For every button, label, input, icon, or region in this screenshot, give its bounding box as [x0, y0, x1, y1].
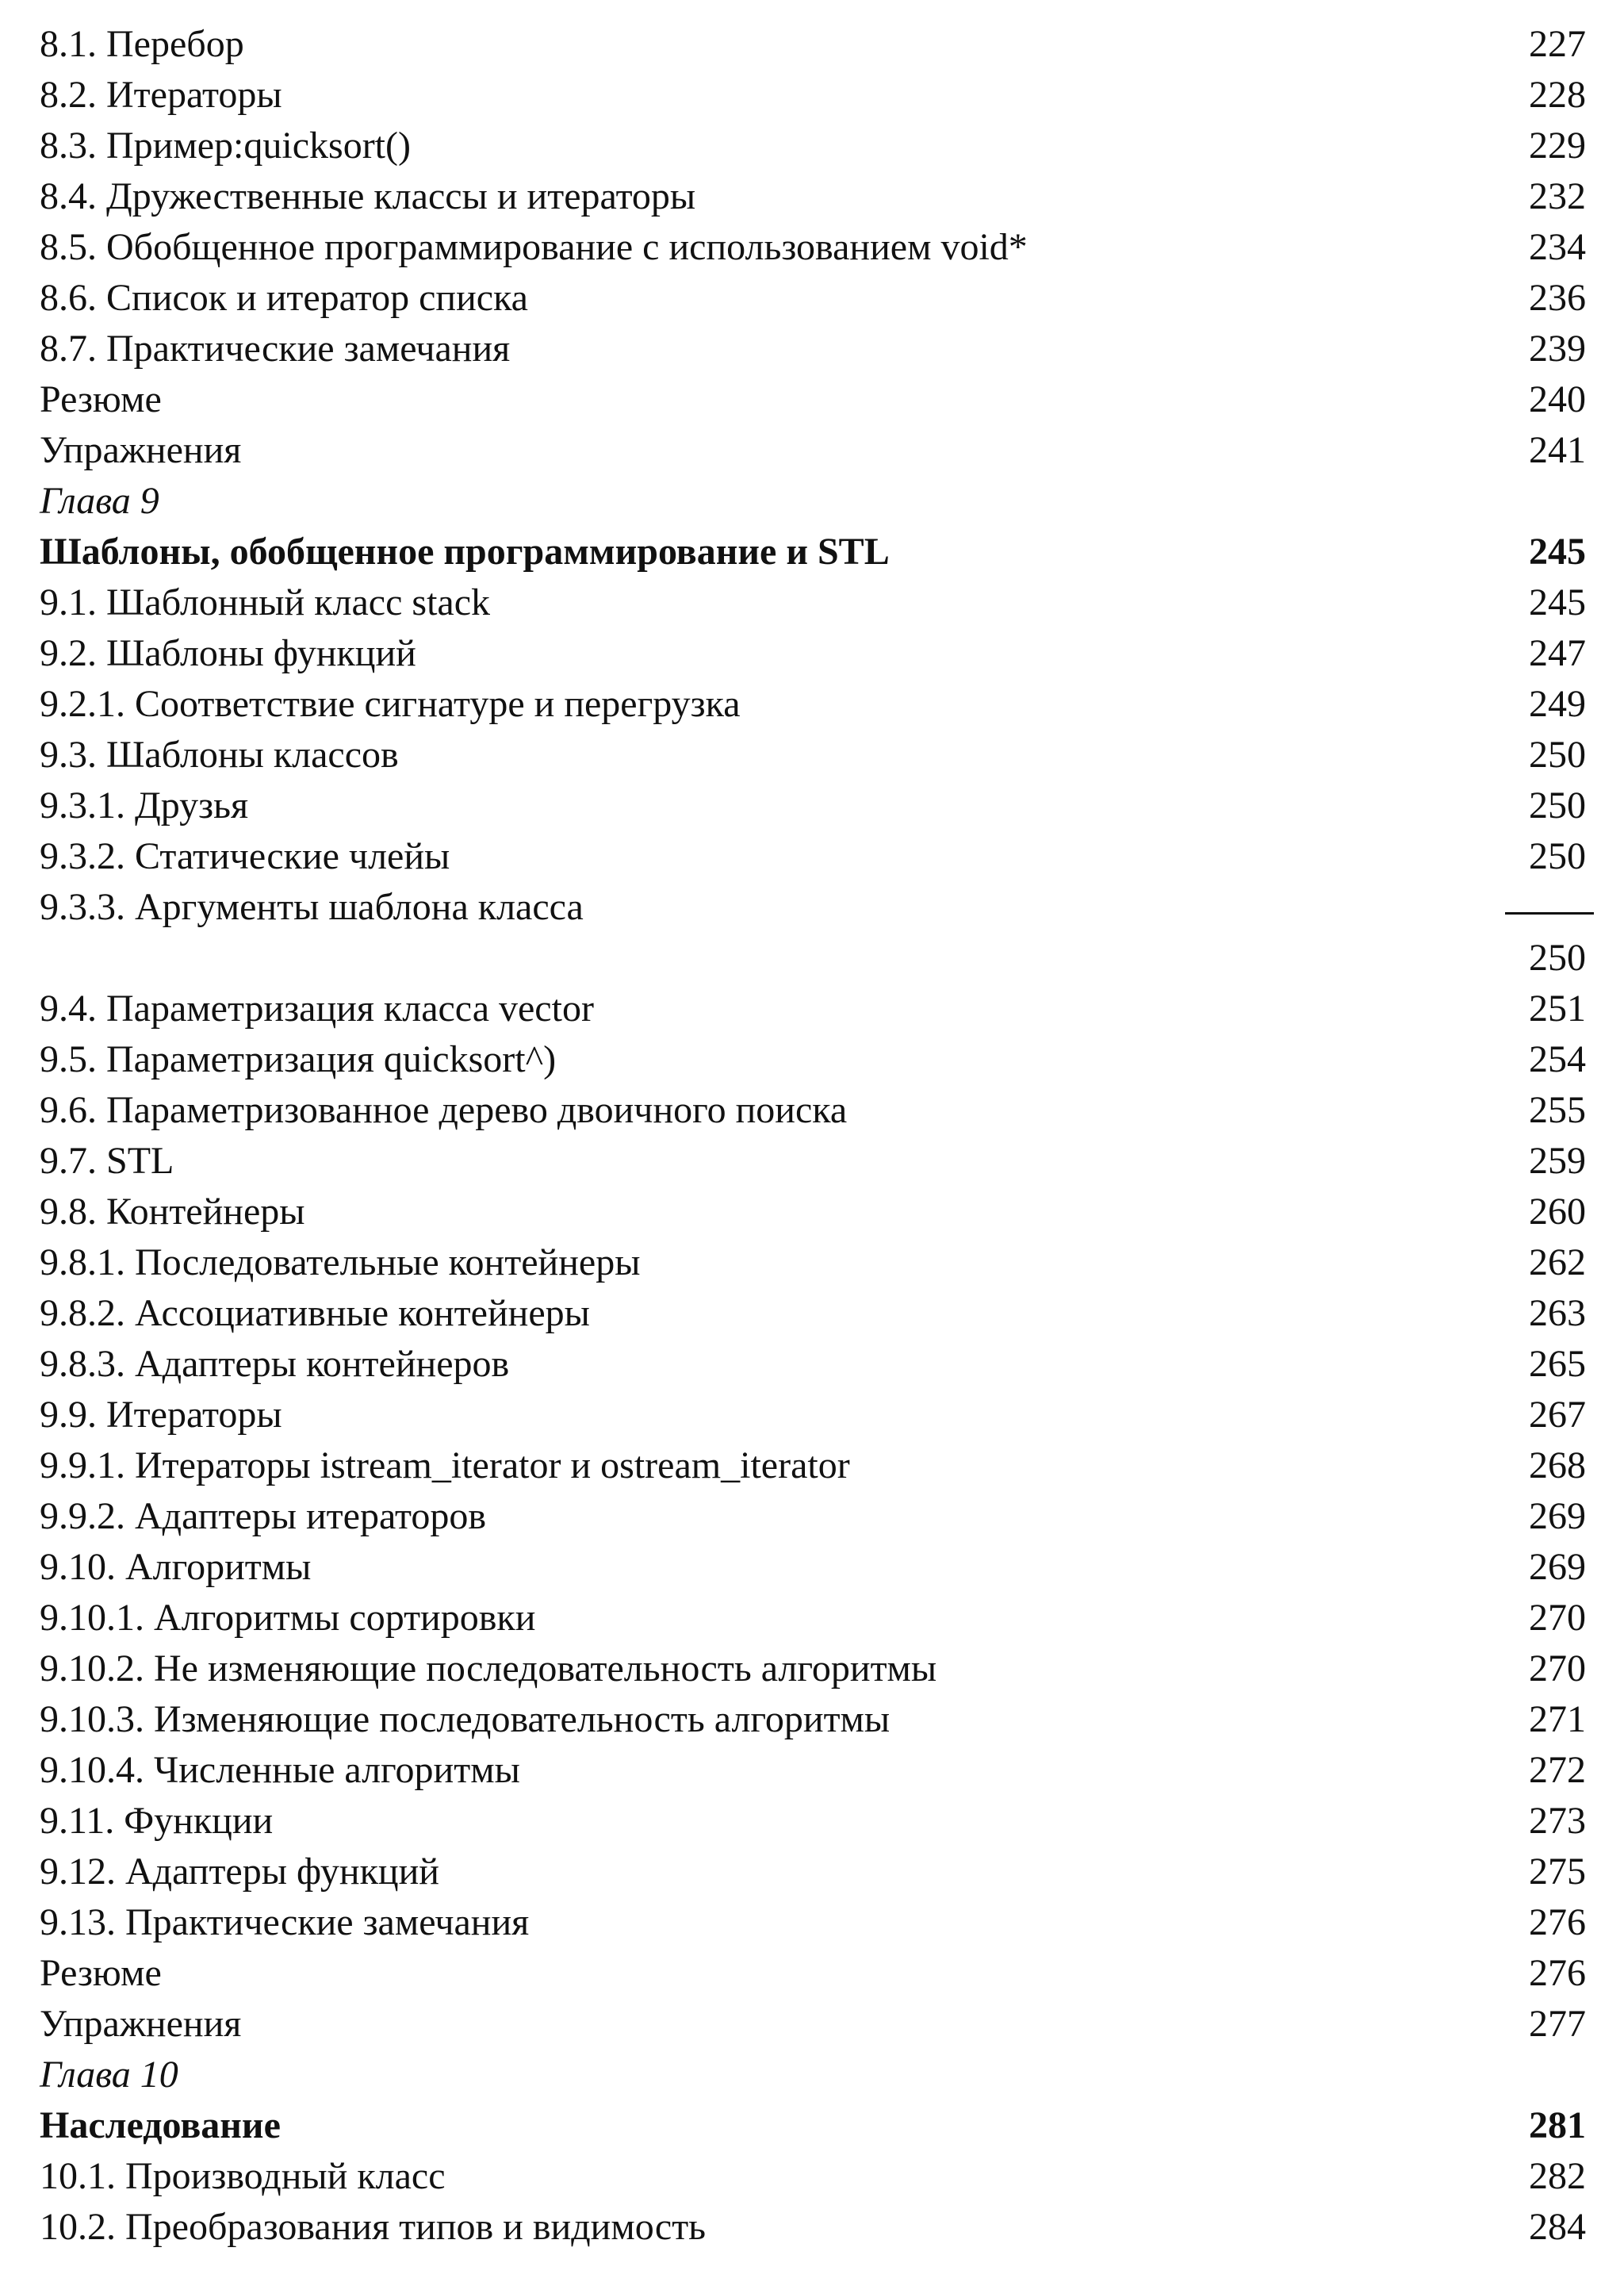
toc-entry-title: 9.6. Параметризованное дерево двоичного поиска — [40, 1089, 848, 1131]
toc-entry — [40, 1999, 1586, 2050]
toc-entry-page-number: 270 — [1529, 1647, 1586, 1689]
toc-entry — [40, 1390, 1586, 1440]
toc-entry — [40, 933, 1586, 984]
toc-entry-page-number: 262 — [1529, 1241, 1586, 1283]
toc-entry-title: 9.3.1. Друзья — [40, 784, 249, 827]
toc-entry-page-number: 228 — [1529, 74, 1586, 116]
toc-entry-title: 9.9.2. Адаптеры итераторов — [40, 1495, 487, 1537]
toc-entry — [40, 1847, 1586, 1897]
toc-entry-page-number: 282 — [1529, 2155, 1586, 2197]
toc-entry — [40, 1694, 1586, 1745]
toc-entry — [40, 121, 1586, 171]
toc-entry — [40, 1948, 1586, 1999]
toc-entry — [40, 1491, 1586, 1542]
toc-entry-page-number: 268 — [1529, 1444, 1586, 1486]
toc-entry-title: Упражнения — [40, 429, 242, 471]
toc-entry-title: 9.5. Параметризация quicksort^) — [40, 1038, 557, 1080]
toc-entry-title: 9.9.1. Итераторы istream_iterator и ostream_iterator — [40, 1444, 850, 1486]
chapter-label — [40, 476, 1586, 527]
toc-entry-page-number: 267 — [1529, 1394, 1586, 1436]
toc-entry-page-number: 270 — [1529, 1597, 1586, 1639]
toc-entry-title: 9.3.2. Статические члейы — [40, 835, 450, 877]
toc-entry-page-number: 234 — [1529, 226, 1586, 268]
toc-entry — [40, 1643, 1586, 1694]
toc-entry-title: 9.1. Шаблонный класс stack — [40, 581, 491, 623]
toc-entry-page-number: 249 — [1529, 683, 1586, 725]
toc-entry — [40, 324, 1586, 374]
toc-entry — [40, 1339, 1586, 1390]
toc-entry — [40, 1288, 1586, 1339]
toc-entry-page-number: 232 — [1529, 175, 1586, 217]
toc-entry-title: 8.7. Практические замечания — [40, 328, 511, 370]
toc-entry — [40, 171, 1586, 222]
toc-entry-title: 8.4. Дружественные классы и итераторы — [40, 175, 696, 217]
toc-entry — [40, 2202, 1586, 2253]
toc-entry-page-number: 269 — [1529, 1546, 1586, 1588]
toc-entry — [40, 780, 1586, 831]
chapter-title — [40, 527, 1586, 577]
toc-entry-title: 9.11. Функции — [40, 1800, 274, 1842]
toc-entry — [40, 1897, 1586, 1948]
toc-entry-title: 8.2. Итераторы — [40, 74, 282, 116]
toc-entry-page-number: 229 — [1529, 125, 1586, 167]
toc-entry-title: 9.13. Практические замечания — [40, 1901, 530, 1943]
toc-entry-title: 9.7. STL — [40, 1140, 174, 1182]
toc-entry — [40, 1796, 1586, 1847]
toc-entry — [40, 19, 1586, 70]
toc-entry-title: 8.1. Перебор — [40, 23, 244, 65]
toc-entry-title: 9.3.3. Аргументы шаблона класса — [40, 886, 584, 928]
toc-entry-page-number: 271 — [1529, 1698, 1586, 1740]
toc-entry — [40, 374, 1586, 425]
toc-entry-title: Резюме — [40, 378, 162, 420]
toc-entry — [40, 577, 1586, 628]
toc-entry-title: Наследование — [40, 2104, 281, 2146]
toc-entry-page-number: 284 — [1529, 2206, 1586, 2248]
toc-entry-title: 10.1. Производный класс — [40, 2155, 446, 2197]
toc-entry-page-number: 250 — [1529, 734, 1586, 776]
toc-entry — [40, 831, 1586, 882]
toc-entry-title: Шаблоны, обобщенное программирование и STL — [40, 531, 890, 573]
toc-entry-title: Глава 10 — [40, 2054, 178, 2096]
toc-entry-page-number: 263 — [1529, 1292, 1586, 1334]
toc-entry-page-number: 227 — [1529, 23, 1586, 65]
toc-entry-title: 8.6. Список и итератор списка — [40, 277, 528, 319]
toc-entry-page-number: 236 — [1529, 277, 1586, 319]
toc-entry-page-number: 245 — [1529, 531, 1586, 573]
toc-entry — [40, 1034, 1586, 1085]
toc-entry-title: 9.10.1. Алгоритмы сортировки — [40, 1597, 536, 1639]
toc-entry-title: 9.2.1. Соответствие сигнатуре и перегрузка — [40, 683, 741, 725]
toc-entry-title: 9.3. Шаблоны классов — [40, 734, 399, 776]
toc-entry-page-number: 281 — [1529, 2104, 1586, 2146]
toc-entry — [40, 984, 1586, 1034]
toc-entry — [40, 1237, 1586, 1288]
toc-entry-page-number: 269 — [1529, 1495, 1586, 1537]
toc-entry-page-number: 273 — [1529, 1800, 1586, 1842]
toc-entry-page-number: 254 — [1529, 1038, 1586, 1080]
toc-entry-page-number: 251 — [1529, 988, 1586, 1030]
toc-entry-title: 9.8.3. Адаптеры контейнеров — [40, 1343, 510, 1385]
toc-entry-page-number: 250 — [1529, 835, 1586, 877]
toc-entry-title: 9.4. Параметризация класса vector — [40, 988, 594, 1030]
toc-entry-title: 9.10.4. Численные алгоритмы — [40, 1749, 520, 1791]
toc-entry-title: 9.8. Контейнеры — [40, 1191, 305, 1233]
chapter-label — [40, 2050, 1586, 2100]
toc-entry-page-number: 276 — [1529, 1952, 1586, 1994]
toc-entry — [40, 628, 1586, 679]
toc-entry-page-number: 240 — [1529, 378, 1586, 420]
toc-entry — [40, 1440, 1586, 1491]
table-of-contents — [40, 19, 1586, 2253]
toc-entry-title: 8.5. Обобщенное программирование с использованием void* — [40, 226, 1028, 268]
toc-entry-page-number: 247 — [1529, 632, 1586, 674]
toc-entry-title: 9.10. Алгоритмы — [40, 1546, 312, 1588]
toc-entry — [40, 1136, 1586, 1187]
toc-entry-page-number: 272 — [1529, 1749, 1586, 1791]
toc-entry-title: Упражнения — [40, 2003, 242, 2045]
toc-entry-page-number: 245 — [1529, 581, 1586, 623]
toc-entry — [40, 425, 1586, 476]
page-number-dash — [1505, 912, 1594, 915]
toc-entry-page-number: 239 — [1529, 328, 1586, 370]
toc-entry — [40, 2151, 1586, 2202]
toc-entry-title: 9.2. Шаблоны функций — [40, 632, 416, 674]
toc-entry-page-number: 250 — [1529, 937, 1586, 979]
toc-entry-title: 9.10.2. Не изменяющие последовательность алгоритмы — [40, 1647, 937, 1689]
toc-entry-page-number: 275 — [1529, 1851, 1586, 1893]
toc-entry — [40, 1745, 1586, 1796]
toc-entry-title: 8.3. Пример:quicksort() — [40, 125, 411, 167]
toc-entry — [40, 222, 1586, 273]
toc-entry — [40, 1085, 1586, 1136]
toc-entry-page-number: 255 — [1529, 1089, 1586, 1131]
toc-entry-page-number: 250 — [1529, 784, 1586, 827]
toc-entry — [40, 679, 1586, 730]
toc-entry-title: Резюме — [40, 1952, 162, 1994]
toc-entry-page-number: 260 — [1529, 1191, 1586, 1233]
toc-entry-title: 9.10.3. Изменяющие последовательность алгоритмы — [40, 1698, 891, 1740]
toc-entry-title: 9.8.1. Последовательные контейнеры — [40, 1241, 641, 1283]
toc-entry-page-number: 276 — [1529, 1901, 1586, 1943]
toc-entry-title: Глава 9 — [40, 480, 159, 522]
toc-entry-title: 9.9. Итераторы — [40, 1394, 282, 1436]
toc-entry — [40, 882, 1586, 933]
chapter-title — [40, 2100, 1586, 2151]
toc-entry — [40, 70, 1586, 121]
toc-entry — [40, 1593, 1586, 1643]
toc-entry — [40, 730, 1586, 780]
toc-entry-title: 9.8.2. Ассоциативные контейнеры — [40, 1292, 590, 1334]
toc-entry — [40, 1542, 1586, 1593]
toc-entry-page-number: 265 — [1529, 1343, 1586, 1385]
toc-entry-title: 10.2. Преобразования типов и видимость — [40, 2206, 707, 2248]
toc-entry — [40, 1187, 1586, 1237]
toc-entry-page-number: 277 — [1529, 2003, 1586, 2045]
toc-entry — [40, 273, 1586, 324]
toc-entry-page-number: 259 — [1529, 1140, 1586, 1182]
toc-entry-title: 9.12. Адаптеры функций — [40, 1851, 439, 1893]
toc-entry-page-number: 241 — [1529, 429, 1586, 471]
